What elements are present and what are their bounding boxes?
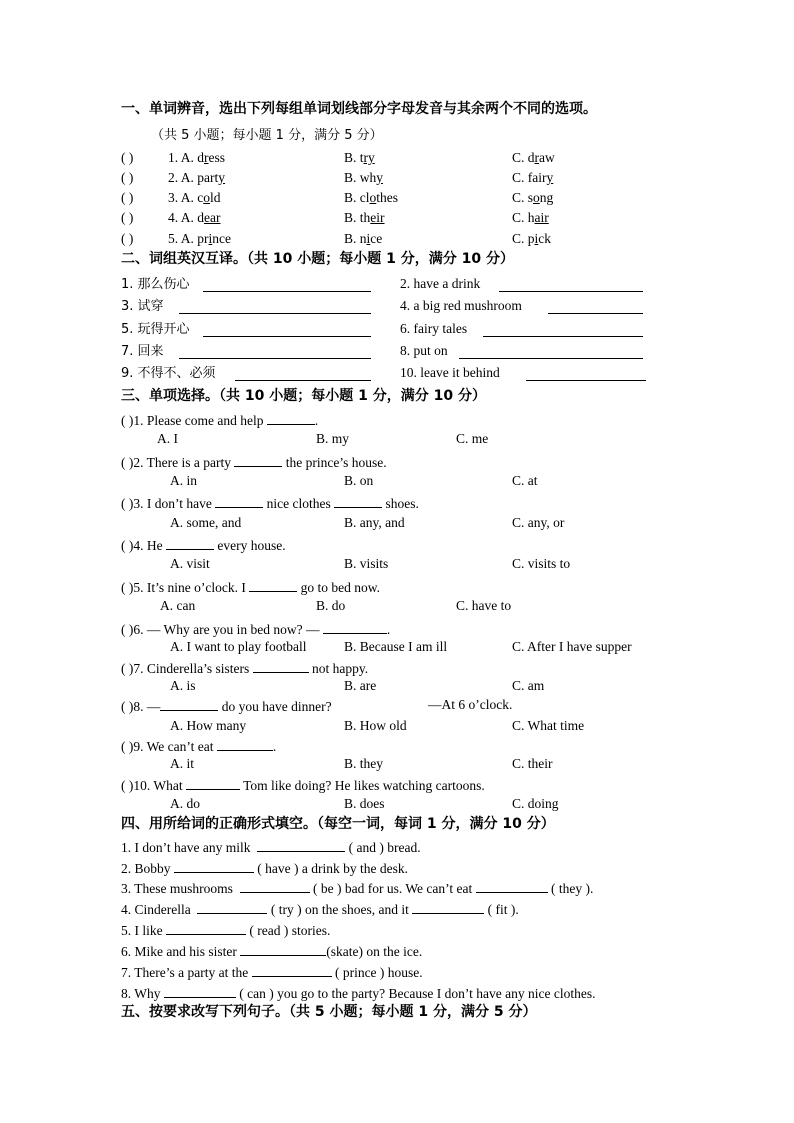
s3-option-c[interactable]: C. their bbox=[512, 756, 553, 771]
s2-right-item: 2. have a drink bbox=[400, 276, 481, 291]
s3-option-a[interactable]: A. I want to play football bbox=[170, 639, 307, 654]
s3-option-c[interactable]: C. doing bbox=[512, 796, 559, 811]
s2-left-item: 3. 试穿 bbox=[121, 299, 164, 314]
answer-blank[interactable] bbox=[179, 299, 371, 314]
s4-line: 4. Cinderella ( try ) on the shoes, and it ( fit ). bbox=[121, 899, 519, 919]
s1-item-a: 2. A. party bbox=[168, 170, 226, 185]
answer-blank[interactable] bbox=[459, 344, 643, 359]
s3-option-c[interactable]: C. What time bbox=[512, 718, 585, 733]
s4-line: 6. Mike and his sister (skate) on the ice. bbox=[121, 941, 422, 961]
s1-item-b: B. their bbox=[344, 210, 385, 225]
s3-option-c[interactable]: C. After I have supper bbox=[512, 639, 632, 654]
s1-item-c: C. fairy bbox=[512, 170, 554, 185]
s3-option-b[interactable]: B. does bbox=[344, 796, 385, 811]
s4-line: 3. These mushrooms ( be ) bad for us. We can’t eat ( they ). bbox=[121, 878, 593, 898]
s3-option-c[interactable]: C. am bbox=[512, 678, 545, 693]
answer-blank[interactable] bbox=[235, 366, 371, 381]
answer-blank[interactable] bbox=[548, 299, 643, 314]
answer-blank[interactable] bbox=[267, 410, 315, 425]
answer-blank[interactable] bbox=[240, 941, 326, 956]
answer-blank[interactable] bbox=[252, 962, 332, 977]
answer-blank[interactable] bbox=[476, 878, 548, 893]
s3-question: ( )9. We can’t eat . bbox=[121, 736, 276, 756]
s3-option-a[interactable]: A. visit bbox=[170, 556, 210, 571]
s4-line: 5. I like ( read ) stories. bbox=[121, 920, 330, 940]
s3-option-b[interactable]: B. my bbox=[316, 431, 350, 446]
answer-blank[interactable] bbox=[234, 452, 282, 467]
s3-question: ( )2. There is a party the prince’s house. bbox=[121, 452, 387, 472]
s3-option-b[interactable]: B. Because I am ill bbox=[344, 639, 448, 654]
s3-option-b[interactable]: B. visits bbox=[344, 556, 389, 571]
answer-blank[interactable] bbox=[412, 899, 484, 914]
s1-item-bracket[interactable]: ( ) bbox=[121, 190, 134, 205]
s3-option-b[interactable]: B. on bbox=[344, 473, 374, 488]
s3-question: ( )6. — Why are you in bed now? — . bbox=[121, 619, 390, 639]
s1-item-b: B. nice bbox=[344, 231, 383, 246]
s1-item-c: C. pick bbox=[512, 231, 552, 246]
s3-option-c[interactable]: C. at bbox=[512, 473, 538, 488]
s4-line: 1. I don’t have any milk ( and ) bread. bbox=[121, 837, 421, 857]
s4-line: 7. There’s a party at the ( prince ) house. bbox=[121, 962, 423, 982]
s1-item-b: B. try bbox=[344, 150, 375, 165]
s3-option-a[interactable]: A. is bbox=[170, 678, 196, 693]
s1-item-c: C. song bbox=[512, 190, 554, 205]
answer-blank[interactable] bbox=[217, 736, 273, 751]
s2-right-item: 10. leave it behind bbox=[400, 365, 500, 380]
answer-blank[interactable] bbox=[160, 696, 218, 711]
s3-option-b[interactable]: B. any, and bbox=[344, 515, 405, 530]
answer-blank[interactable] bbox=[166, 535, 214, 550]
s2-left-item: 1. 那么伤心 bbox=[121, 277, 190, 292]
s3-option-a[interactable]: A. it bbox=[170, 756, 195, 771]
s3-question: ( )3. I don’t have nice clothes shoes. bbox=[121, 493, 419, 513]
s3-option-a[interactable]: A. some, and bbox=[170, 515, 242, 530]
s3-option-a[interactable]: A. do bbox=[170, 796, 200, 811]
s3-option-c[interactable]: C. have to bbox=[456, 598, 512, 613]
section-3-heading: 三、单项选择。（共 10 小题；每小题 1 分，满分 10 分） bbox=[121, 388, 486, 404]
answer-blank[interactable] bbox=[203, 322, 371, 337]
s3-option-b[interactable]: B. do bbox=[316, 598, 346, 613]
s1-item-b: B. clothes bbox=[344, 190, 398, 205]
s2-right-item: 6. fairy tales bbox=[400, 321, 468, 336]
s3-question: ( )5. It’s nine o’clock. I go to bed now. bbox=[121, 577, 380, 597]
s3-option-a[interactable]: A. I bbox=[157, 431, 178, 446]
s3-option-a[interactable]: A. can bbox=[160, 598, 196, 613]
answer-blank[interactable] bbox=[323, 619, 387, 634]
answer-blank[interactable] bbox=[186, 775, 240, 790]
answer-blank[interactable] bbox=[334, 493, 382, 508]
answer-blank[interactable] bbox=[179, 344, 371, 359]
s4-line: 8. Why ( can ) you go to the party? Because I don’t have any nice clothes. bbox=[121, 983, 596, 1003]
answer-blank[interactable] bbox=[253, 658, 309, 673]
answer-blank[interactable] bbox=[166, 920, 246, 935]
s3-question: ( )10. What Tom like doing? He likes watching cartoons. bbox=[121, 775, 485, 795]
s3-option-c[interactable]: C. visits to bbox=[512, 556, 571, 571]
answer-blank[interactable] bbox=[483, 322, 643, 337]
s3-question: ( )8. — do you have dinner? bbox=[121, 696, 332, 716]
s2-left-item: 9. 不得不、必须 bbox=[121, 366, 216, 381]
s4-line: 2. Bobby ( have ) a drink by the desk. bbox=[121, 858, 408, 878]
section-1-heading: 一、单词辨音，选出下列每组单词划线部分字母发音与其余两个不同的选项。 bbox=[121, 101, 597, 117]
section-5-heading: 五、按要求改写下列句子。（共 5 小题；每小题 1 分，满分 5 分） bbox=[121, 1004, 537, 1020]
answer-blank[interactable] bbox=[249, 577, 297, 592]
s1-item-a: 1. A. dress bbox=[168, 150, 226, 165]
s1-item-b: B. why bbox=[344, 170, 384, 185]
answer-blank[interactable] bbox=[257, 837, 345, 852]
s3-option-b[interactable]: B. How old bbox=[344, 718, 407, 733]
s3-option-a[interactable]: A. How many bbox=[170, 718, 247, 733]
s1-item-bracket[interactable]: ( ) bbox=[121, 150, 134, 165]
s2-left-item: 7. 回来 bbox=[121, 344, 164, 359]
s1-item-c: C. draw bbox=[512, 150, 555, 165]
s3-option-a[interactable]: A. in bbox=[170, 473, 197, 488]
answer-blank[interactable] bbox=[240, 878, 310, 893]
s1-item-a: 3. A. cold bbox=[168, 190, 221, 205]
answer-blank[interactable] bbox=[197, 899, 267, 914]
answer-blank[interactable] bbox=[203, 277, 371, 292]
s3-option-c[interactable]: C. any, or bbox=[512, 515, 565, 530]
s3-question-answer: —At 6 o’clock. bbox=[428, 697, 513, 712]
s3-question: ( )1. Please come and help . bbox=[121, 410, 318, 430]
s1-item-a: 5. A. prince bbox=[168, 231, 232, 246]
s1-item-c: C. hair bbox=[512, 210, 549, 225]
answer-blank[interactable] bbox=[215, 493, 263, 508]
answer-blank[interactable] bbox=[164, 983, 236, 998]
answer-blank[interactable] bbox=[526, 366, 646, 381]
s1-item-bracket[interactable]: ( ) bbox=[121, 210, 134, 225]
s1-item-bracket[interactable]: ( ) bbox=[121, 231, 134, 246]
section-1-note: （共 5 小题；每小题 1 分，满分 5 分） bbox=[151, 128, 383, 143]
s2-right-item: 8. put on bbox=[400, 343, 448, 358]
s3-option-b[interactable]: B. they bbox=[344, 756, 383, 771]
s1-item-bracket[interactable]: ( ) bbox=[121, 170, 134, 185]
s1-item-a: 4. A. dear bbox=[168, 210, 221, 225]
section-2-heading: 二、词组英汉互译。（共 10 小题；每小题 1 分，满分 10 分） bbox=[121, 251, 514, 267]
s3-question: ( )7. Cinderella’s sisters not happy. bbox=[121, 658, 368, 678]
section-4-heading: 四、用所给词的正确形式填空。（每空一词，每词 1 分，满分 10 分） bbox=[121, 816, 555, 832]
s2-right-item: 4. a big red mushroom bbox=[400, 298, 522, 313]
s3-question: ( )4. He every house. bbox=[121, 535, 286, 555]
s2-left-item: 5. 玩得开心 bbox=[121, 322, 190, 337]
answer-blank[interactable] bbox=[174, 858, 254, 873]
answer-blank[interactable] bbox=[499, 277, 643, 292]
s3-option-c[interactable]: C. me bbox=[456, 431, 489, 446]
s3-option-b[interactable]: B. are bbox=[344, 678, 377, 693]
